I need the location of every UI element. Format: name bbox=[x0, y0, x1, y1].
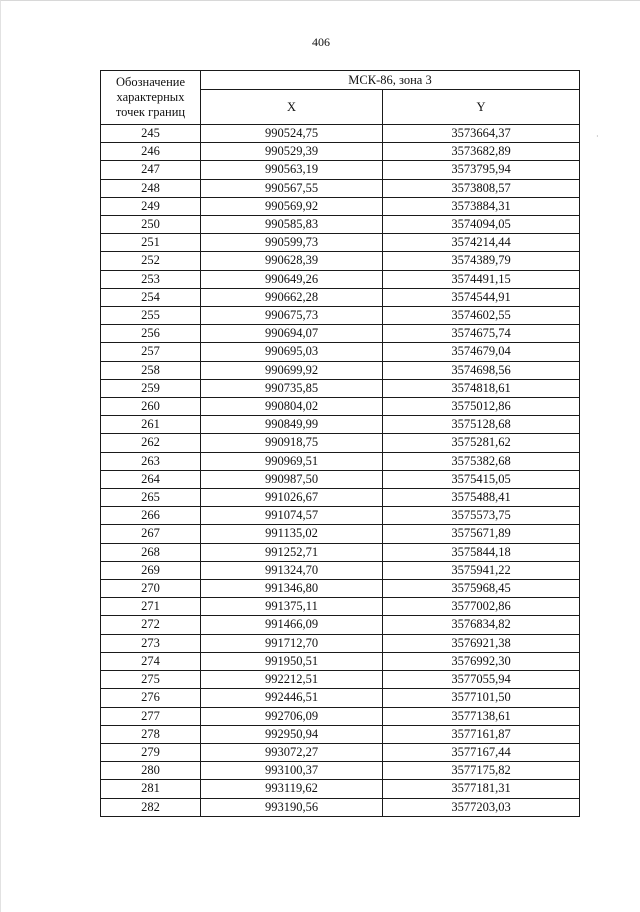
point-number-cell: 282 bbox=[101, 798, 201, 816]
y-coordinate-cell: 3577167,44 bbox=[383, 743, 580, 761]
table-row bbox=[101, 725, 580, 743]
y-coordinate-cell: 3577203,03 bbox=[383, 798, 580, 816]
y-coordinate-cell: 3574094,05 bbox=[383, 216, 580, 234]
table-row bbox=[101, 143, 580, 161]
y-coordinate-cell: 3575012,86 bbox=[383, 398, 580, 416]
table-row bbox=[101, 234, 580, 252]
point-number-cell: 265 bbox=[101, 489, 201, 507]
point-number-cell: 252 bbox=[101, 252, 201, 270]
x-coordinate-cell: 991950,51 bbox=[201, 652, 383, 670]
table-body bbox=[101, 125, 580, 817]
y-coordinate-cell: 3573664,37 bbox=[383, 125, 580, 143]
point-number-cell: 256 bbox=[101, 325, 201, 343]
point-number-cell: 270 bbox=[101, 580, 201, 598]
point-number-cell: 274 bbox=[101, 652, 201, 670]
x-coordinate-cell: 993119,62 bbox=[201, 780, 383, 798]
y-coordinate-cell: 3574544,91 bbox=[383, 288, 580, 306]
x-coordinate-cell: 991712,70 bbox=[201, 634, 383, 652]
y-coordinate-cell: 3574679,04 bbox=[383, 343, 580, 361]
table-row bbox=[101, 652, 580, 670]
x-coordinate-cell: 991252,71 bbox=[201, 543, 383, 561]
x-coordinate-cell: 990987,50 bbox=[201, 470, 383, 488]
table-row bbox=[101, 343, 580, 361]
y-coordinate-cell: 3577055,94 bbox=[383, 671, 580, 689]
x-coordinate-cell: 990662,28 bbox=[201, 288, 383, 306]
point-number-cell: 258 bbox=[101, 361, 201, 379]
point-label-line1: Обозначение bbox=[115, 75, 186, 89]
y-coordinate-cell: 3575844,18 bbox=[383, 543, 580, 561]
y-coordinate-cell: 3575415,05 bbox=[383, 470, 580, 488]
table-row bbox=[101, 288, 580, 306]
point-number-cell: 247 bbox=[101, 161, 201, 179]
point-number-cell: 267 bbox=[101, 525, 201, 543]
y-coordinate-cell: 3576992,30 bbox=[383, 652, 580, 670]
x-coordinate-cell: 990649,26 bbox=[201, 270, 383, 288]
table-row bbox=[101, 398, 580, 416]
point-label-line3: точек границ bbox=[115, 105, 186, 119]
table-row bbox=[101, 452, 580, 470]
x-coordinate-cell: 990804,02 bbox=[201, 398, 383, 416]
point-number-cell: 275 bbox=[101, 671, 201, 689]
point-number-cell: 266 bbox=[101, 507, 201, 525]
x-coordinate-cell: 990699,92 bbox=[201, 361, 383, 379]
y-coordinate-cell: 3574491,15 bbox=[383, 270, 580, 288]
x-coordinate-cell: 992706,09 bbox=[201, 707, 383, 725]
table-row bbox=[101, 634, 580, 652]
y-coordinate-cell: 3576921,38 bbox=[383, 634, 580, 652]
y-coordinate-cell: 3574214,44 bbox=[383, 234, 580, 252]
y-coordinate-cell: 3574602,55 bbox=[383, 307, 580, 325]
table-row bbox=[101, 307, 580, 325]
x-coordinate-cell: 990735,85 bbox=[201, 379, 383, 397]
x-coordinate-cell: 991135,02 bbox=[201, 525, 383, 543]
x-coordinate-cell: 990599,73 bbox=[201, 234, 383, 252]
y-coordinate-cell: 3573884,31 bbox=[383, 197, 580, 215]
x-coordinate-cell: 992950,94 bbox=[201, 725, 383, 743]
y-coordinate-cell: 3576834,82 bbox=[383, 616, 580, 634]
point-number-cell: 273 bbox=[101, 634, 201, 652]
y-coordinate-cell: 3577002,86 bbox=[383, 598, 580, 616]
point-number-cell: 260 bbox=[101, 398, 201, 416]
y-coordinate-cell: 3575488,41 bbox=[383, 489, 580, 507]
table-row bbox=[101, 470, 580, 488]
y-coordinate-cell: 3573795,94 bbox=[383, 161, 580, 179]
point-number-cell: 263 bbox=[101, 452, 201, 470]
x-coordinate-cell: 992446,51 bbox=[201, 689, 383, 707]
y-coordinate-cell: 3577138,61 bbox=[383, 707, 580, 725]
x-coordinate-cell: 990569,92 bbox=[201, 197, 383, 215]
point-number-cell: 268 bbox=[101, 543, 201, 561]
point-number-cell: 257 bbox=[101, 343, 201, 361]
point-number-cell: 279 bbox=[101, 743, 201, 761]
y-coordinate-cell: 3575382,68 bbox=[383, 452, 580, 470]
point-number-cell: 245 bbox=[101, 125, 201, 143]
x-coordinate-cell: 991346,80 bbox=[201, 580, 383, 598]
y-coordinate-cell: 3577175,82 bbox=[383, 762, 580, 780]
y-coordinate-cell: 3573682,89 bbox=[383, 143, 580, 161]
point-number-cell: 250 bbox=[101, 216, 201, 234]
x-coordinate-cell: 990529,39 bbox=[201, 143, 383, 161]
x-coordinate-cell: 993190,56 bbox=[201, 798, 383, 816]
point-number-cell: 259 bbox=[101, 379, 201, 397]
table-row bbox=[101, 798, 580, 816]
x-coordinate-cell: 991074,57 bbox=[201, 507, 383, 525]
y-coordinate-cell: 3574698,56 bbox=[383, 361, 580, 379]
point-number-cell: 246 bbox=[101, 143, 201, 161]
table-row bbox=[101, 379, 580, 397]
point-label-line2: характерных bbox=[116, 90, 185, 104]
y-coordinate-cell: 3575968,45 bbox=[383, 580, 580, 598]
point-number-cell: 255 bbox=[101, 307, 201, 325]
point-number-cell: 262 bbox=[101, 434, 201, 452]
point-number-cell: 272 bbox=[101, 616, 201, 634]
x-coordinate-cell: 993072,27 bbox=[201, 743, 383, 761]
point-number-cell: 269 bbox=[101, 561, 201, 579]
table-row bbox=[101, 252, 580, 270]
point-number-cell: 280 bbox=[101, 762, 201, 780]
table-row bbox=[101, 434, 580, 452]
point-number-cell: 251 bbox=[101, 234, 201, 252]
x-column-header: X bbox=[201, 90, 383, 125]
table-row bbox=[101, 161, 580, 179]
y-coordinate-cell: 3575671,89 bbox=[383, 525, 580, 543]
scan-edge-mark: · bbox=[596, 132, 599, 141]
y-coordinate-cell: 3574818,61 bbox=[383, 379, 580, 397]
table-row bbox=[101, 416, 580, 434]
y-coordinate-cell: 3575281,62 bbox=[383, 434, 580, 452]
table-row bbox=[101, 598, 580, 616]
point-number-cell: 249 bbox=[101, 197, 201, 215]
y-column-header: Y bbox=[383, 90, 580, 125]
table-row bbox=[101, 179, 580, 197]
point-number-cell: 248 bbox=[101, 179, 201, 197]
coordinate-system-header: МСК-86, зона 3 bbox=[201, 71, 580, 90]
x-coordinate-cell: 990567,55 bbox=[201, 179, 383, 197]
table-row bbox=[101, 707, 580, 725]
y-coordinate-cell: 3574389,79 bbox=[383, 252, 580, 270]
point-number-cell: 281 bbox=[101, 780, 201, 798]
table-row bbox=[101, 689, 580, 707]
x-coordinate-cell: 991466,09 bbox=[201, 616, 383, 634]
x-coordinate-cell: 990563,19 bbox=[201, 161, 383, 179]
point-number-cell: 276 bbox=[101, 689, 201, 707]
x-coordinate-cell: 990969,51 bbox=[201, 452, 383, 470]
point-number-cell: 271 bbox=[101, 598, 201, 616]
point-label-header bbox=[101, 71, 201, 125]
table-row bbox=[101, 507, 580, 525]
table-row bbox=[101, 125, 580, 143]
x-coordinate-cell: 991324,70 bbox=[201, 561, 383, 579]
y-coordinate-cell: 3577161,87 bbox=[383, 725, 580, 743]
point-number-cell: 264 bbox=[101, 470, 201, 488]
x-coordinate-cell: 991026,67 bbox=[201, 489, 383, 507]
table-row bbox=[101, 270, 580, 288]
x-coordinate-cell: 990628,39 bbox=[201, 252, 383, 270]
y-coordinate-cell: 3577181,31 bbox=[383, 780, 580, 798]
table-row bbox=[101, 197, 580, 215]
table-header bbox=[101, 71, 580, 125]
table-row bbox=[101, 743, 580, 761]
point-number-cell: 278 bbox=[101, 725, 201, 743]
table-row bbox=[101, 361, 580, 379]
x-coordinate-cell: 992212,51 bbox=[201, 671, 383, 689]
point-number-cell: 253 bbox=[101, 270, 201, 288]
y-coordinate-cell: 3573808,57 bbox=[383, 179, 580, 197]
point-number-cell: 254 bbox=[101, 288, 201, 306]
table-row bbox=[101, 616, 580, 634]
table-row bbox=[101, 561, 580, 579]
x-coordinate-cell: 990918,75 bbox=[201, 434, 383, 452]
y-coordinate-cell: 3575941,22 bbox=[383, 561, 580, 579]
x-coordinate-cell: 991375,11 bbox=[201, 598, 383, 616]
table-row bbox=[101, 780, 580, 798]
x-coordinate-cell: 990524,75 bbox=[201, 125, 383, 143]
table-row bbox=[101, 216, 580, 234]
table-row bbox=[101, 762, 580, 780]
x-coordinate-cell: 990585,83 bbox=[201, 216, 383, 234]
x-coordinate-cell: 990849,99 bbox=[201, 416, 383, 434]
y-coordinate-cell: 3574675,74 bbox=[383, 325, 580, 343]
table-row bbox=[101, 543, 580, 561]
point-number-cell: 261 bbox=[101, 416, 201, 434]
point-number-cell: 277 bbox=[101, 707, 201, 725]
y-coordinate-cell: 3577101,50 bbox=[383, 689, 580, 707]
x-coordinate-cell: 990675,73 bbox=[201, 307, 383, 325]
page-number: 406 bbox=[312, 35, 330, 49]
x-coordinate-cell: 993100,37 bbox=[201, 762, 383, 780]
table-row bbox=[101, 489, 580, 507]
y-coordinate-cell: 3575128,68 bbox=[383, 416, 580, 434]
x-coordinate-cell: 990695,03 bbox=[201, 343, 383, 361]
coordinates-table bbox=[100, 70, 580, 817]
x-coordinate-cell: 990694,07 bbox=[201, 325, 383, 343]
y-coordinate-cell: 3575573,75 bbox=[383, 507, 580, 525]
table-row bbox=[101, 671, 580, 689]
table-row bbox=[101, 525, 580, 543]
table-row bbox=[101, 325, 580, 343]
table-row bbox=[101, 580, 580, 598]
header-row-system bbox=[101, 71, 580, 90]
